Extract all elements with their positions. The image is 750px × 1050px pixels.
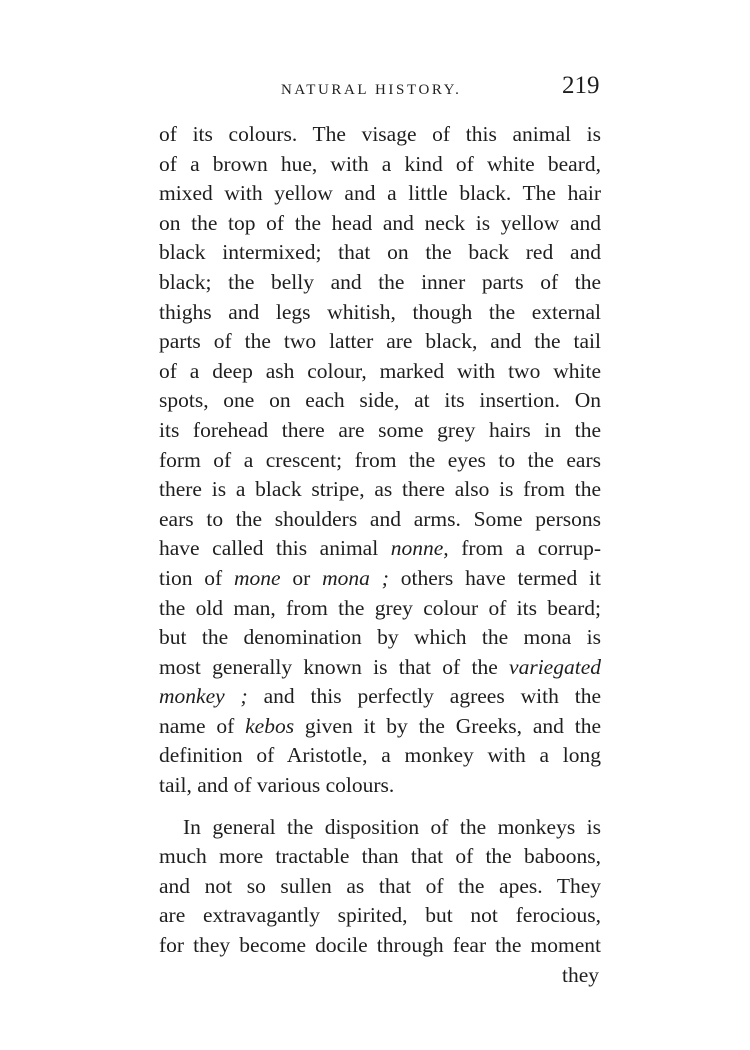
running-head: NATURAL HISTORY. <box>281 82 462 98</box>
body-text <box>159 120 601 990</box>
text-line: there is a black stripe, as there also is from the <box>159 477 601 502</box>
text-line <box>159 682 601 712</box>
text-line: tail, and of various colours. <box>159 773 395 798</box>
text-run: tion of <box>159 565 235 590</box>
text-line: the old man, from the grey colour of its beard; <box>159 595 601 620</box>
text-line: definition of Aristotle, a monkey with a long <box>159 743 601 768</box>
text-line: of its colours. The visage of this animal is <box>159 122 601 146</box>
text-run: given it by the Greeks, and the <box>294 713 601 738</box>
text-run: most generally known is that of the <box>159 654 510 679</box>
text-run: or <box>280 565 323 590</box>
text-run: from a corrup- <box>448 536 602 561</box>
paragraph <box>159 120 601 801</box>
catchword: they <box>561 962 599 987</box>
text-line: spots, one on each side, at its insertion. On <box>159 388 601 413</box>
text-line <box>159 653 601 683</box>
italic-term: mone <box>234 565 281 590</box>
italic-term: mona ; <box>322 565 389 590</box>
paragraph <box>159 813 601 961</box>
text-line: of a deep ash colour, marked with two white <box>159 358 601 383</box>
paragraph-gap <box>159 801 601 813</box>
text-line: black intermixed; that on the back red and <box>159 240 601 265</box>
text-line: parts of the two latter are black, and the tail <box>159 329 601 354</box>
text-line: on the top of the head and neck is yellow and <box>159 210 601 235</box>
text-line: but the denomination by which the mona is <box>159 625 601 650</box>
text-line: black; the belly and the inner parts of the <box>159 269 601 294</box>
text-line <box>159 564 601 594</box>
text-line <box>159 712 601 742</box>
text-line: ears to the shoulders and arms. Some persons <box>159 506 601 531</box>
text-line: for they become docile through fear the moment <box>159 933 601 958</box>
text-run: and this perfectly agrees with the <box>247 684 601 709</box>
text-run: name of <box>159 713 246 738</box>
text-line: In general the disposition of the monkeys is <box>183 814 601 839</box>
text-run: others have termed it <box>388 565 601 590</box>
text-line: much more tractable than that of the baboons, <box>159 844 601 869</box>
italic-term: nonne, <box>390 536 449 561</box>
text-line: and not so sullen as that of the apes. They <box>159 873 601 898</box>
italic-term: monkey ; <box>159 684 248 709</box>
page-number: 219 <box>562 72 600 99</box>
text-line <box>159 534 601 564</box>
text-line: thighs and legs whitish, though the external <box>159 299 601 324</box>
text-run: have called this animal <box>159 536 391 561</box>
text-line: form of a crescent; from the eyes to the ears <box>159 447 601 472</box>
text-line: are extravagantly spirited, but not ferocious, <box>159 903 601 928</box>
italic-term: variegated <box>509 654 601 679</box>
text-line: mixed with yellow and a little black. The hair <box>159 181 601 206</box>
italic-term: kebos <box>245 713 295 738</box>
text-line: of a brown hue, with a kind of white beard, <box>159 151 601 176</box>
text-line: its forehead there are some grey hairs in the <box>159 417 601 442</box>
